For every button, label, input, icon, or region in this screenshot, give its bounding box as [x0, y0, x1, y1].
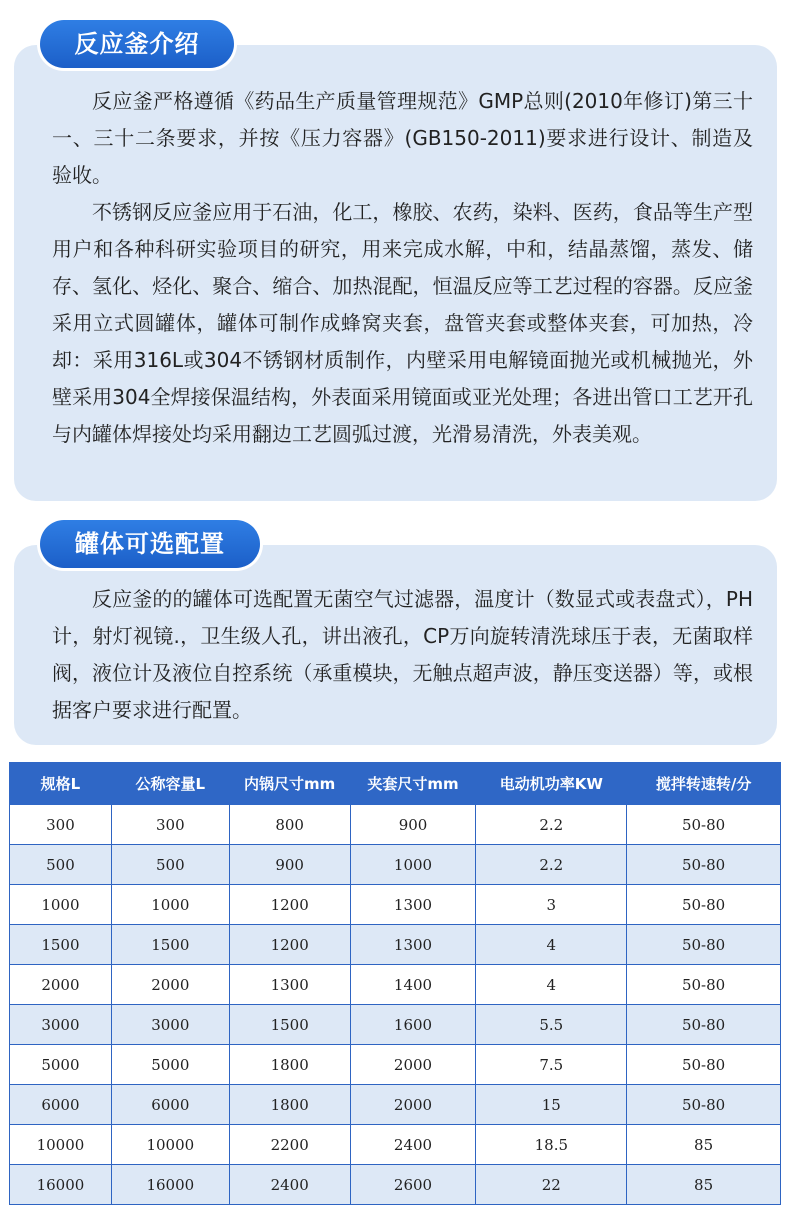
- cell-motor-power: 4: [476, 925, 627, 965]
- cell-inner-size: 1200: [229, 925, 350, 965]
- options-paragraph: 反应釜的的罐体可选配置无菌空气过滤器，温度计（数显式或表盘式），PH计，射灯视镜.，卫生级人孔，讲出液孔，CP万向旋转清洗球压于表，无菌取样阀，液位计及液位自控系统（承重模块，无触点超声波，静压变送器）等，或根据客户要求进行配置。: [52, 587, 753, 722]
- cell-spec: 3000: [10, 1005, 112, 1045]
- cell-motor-power: 2.2: [476, 845, 627, 885]
- cell-spec: 2000: [10, 965, 112, 1005]
- table-row: [10, 925, 781, 965]
- cell-jacket-size: 2600: [350, 1165, 476, 1205]
- cell-motor-power: 18.5: [476, 1125, 627, 1165]
- table-row: [10, 845, 781, 885]
- cell-motor-power: 3: [476, 885, 627, 925]
- cell-inner-size: 900: [229, 845, 350, 885]
- table-row: [10, 805, 781, 845]
- cell-motor-power: 5.5: [476, 1005, 627, 1045]
- cell-speed: 85: [627, 1125, 781, 1165]
- table-row: [10, 1165, 781, 1205]
- cell-capacity: 500: [111, 845, 229, 885]
- cell-jacket-size: 1300: [350, 925, 476, 965]
- cell-motor-power: 22: [476, 1165, 627, 1205]
- cell-jacket-size: 1400: [350, 965, 476, 1005]
- cell-inner-size: 1200: [229, 885, 350, 925]
- cell-spec: 6000: [10, 1085, 112, 1125]
- spec-table: [9, 762, 781, 1205]
- header-speed: 搅拌转速转/分: [627, 763, 781, 805]
- table-row: [10, 1085, 781, 1125]
- header-spec: 规格L: [10, 763, 112, 805]
- cell-capacity: 10000: [111, 1125, 229, 1165]
- cell-spec: 500: [10, 845, 112, 885]
- options-panel: [14, 545, 777, 745]
- cell-capacity: 3000: [111, 1005, 229, 1045]
- cell-jacket-size: 2000: [350, 1045, 476, 1085]
- cell-spec: 1500: [10, 925, 112, 965]
- cell-speed: 50-80: [627, 965, 781, 1005]
- intro-paragraph-2: 不锈钢反应釜应用于石油，化工，橡胶、农药，染料、医药，食品等生产型用户和各种科研实验项目的研究，用来完成水解，中和，结晶蒸馏，蒸发、储存、氢化、烃化、聚合、缩合、加热混配，恒温反应等工艺过程的容器。反应釜采用立式圆罐体，罐体可制作成蜂窝夹套，盘管夹套或整体夹套，可加热，冷却：采用316L或304不锈钢材质制作，内壁采用电解镜面抛光或机械抛光，外壁采用304全焊接保温结构，外表面采用镜面或亚光处理；各进出管口工艺开孔与内罐体焊接处均采用翻边工艺圆弧过渡，光滑易清洗，外表美观。: [52, 200, 753, 446]
- cell-capacity: 1000: [111, 885, 229, 925]
- table-row: [10, 965, 781, 1005]
- cell-speed: 50-80: [627, 845, 781, 885]
- cell-spec: 1000: [10, 885, 112, 925]
- cell-spec: 300: [10, 805, 112, 845]
- cell-spec: 16000: [10, 1165, 112, 1205]
- table-row: [10, 1045, 781, 1085]
- cell-inner-size: 2400: [229, 1165, 350, 1205]
- cell-motor-power: 2.2: [476, 805, 627, 845]
- cell-motor-power: 7.5: [476, 1045, 627, 1085]
- cell-inner-size: 1800: [229, 1045, 350, 1085]
- cell-speed: 85: [627, 1165, 781, 1205]
- intro-panel: [14, 45, 777, 501]
- header-capacity: 公称容量L: [111, 763, 229, 805]
- cell-jacket-size: 2000: [350, 1085, 476, 1125]
- cell-capacity: 1500: [111, 925, 229, 965]
- intro-paragraph-1: 反应釜严格遵循《药品生产质量管理规范》GMP总则(2010年修订)第三十一、三十二条要求，并按《压力容器》(GB150-2011)要求进行设计、制造及验收。: [52, 89, 753, 187]
- cell-capacity: 2000: [111, 965, 229, 1005]
- cell-capacity: 300: [111, 805, 229, 845]
- cell-speed: 50-80: [627, 885, 781, 925]
- options-title: 罐体可选配置: [40, 520, 260, 568]
- cell-inner-size: 1500: [229, 1005, 350, 1045]
- cell-capacity: 6000: [111, 1085, 229, 1125]
- cell-speed: 50-80: [627, 1085, 781, 1125]
- table-row: [10, 1005, 781, 1045]
- cell-capacity: 5000: [111, 1045, 229, 1085]
- cell-jacket-size: 2400: [350, 1125, 476, 1165]
- cell-spec: 5000: [10, 1045, 112, 1085]
- table-row: [10, 1125, 781, 1165]
- cell-speed: 50-80: [627, 805, 781, 845]
- cell-jacket-size: 1000: [350, 845, 476, 885]
- cell-speed: 50-80: [627, 1045, 781, 1085]
- cell-motor-power: 4: [476, 965, 627, 1005]
- cell-spec: 10000: [10, 1125, 112, 1165]
- cell-speed: 50-80: [627, 1005, 781, 1045]
- cell-inner-size: 2200: [229, 1125, 350, 1165]
- cell-inner-size: 1800: [229, 1085, 350, 1125]
- header-motor-power: 电动机功率KW: [476, 763, 627, 805]
- intro-title: 反应釜介绍: [40, 20, 234, 68]
- cell-motor-power: 15: [476, 1085, 627, 1125]
- cell-inner-size: 800: [229, 805, 350, 845]
- table-row: [10, 885, 781, 925]
- cell-jacket-size: 1300: [350, 885, 476, 925]
- table-header-row: [10, 763, 781, 805]
- cell-inner-size: 1300: [229, 965, 350, 1005]
- cell-jacket-size: 900: [350, 805, 476, 845]
- cell-jacket-size: 1600: [350, 1005, 476, 1045]
- header-inner-size: 内锅尺寸mm: [229, 763, 350, 805]
- cell-speed: 50-80: [627, 925, 781, 965]
- header-jacket-size: 夹套尺寸mm: [350, 763, 476, 805]
- cell-capacity: 16000: [111, 1165, 229, 1205]
